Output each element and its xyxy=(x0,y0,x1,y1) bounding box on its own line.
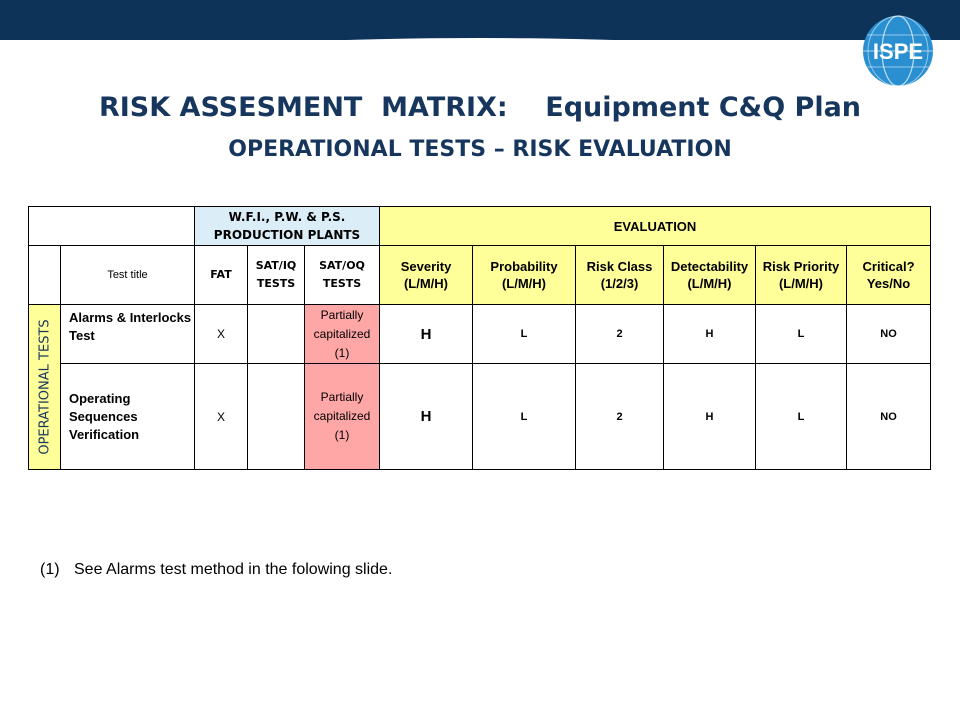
col-header-detectability: Detectability (L/M/H) xyxy=(664,246,756,305)
col-header-risk-class: Risk Class (1/2/3) xyxy=(576,246,664,305)
row-detectability: H xyxy=(664,364,756,470)
row-probability: L xyxy=(473,364,576,470)
risk-matrix-table xyxy=(28,206,931,470)
row-critical: NO xyxy=(847,364,931,470)
row-risk-priority: L xyxy=(756,364,847,470)
row-fat: X xyxy=(195,364,248,470)
row-sat-oq: Partially capitalized (1) xyxy=(305,364,380,470)
row-risk-class: 2 xyxy=(576,364,664,470)
col-header-probability: Probability (L/M/H) xyxy=(473,246,576,305)
row-sat-iq xyxy=(248,364,305,470)
page-title: RISK ASSESMENT MATRIX: Equipment C&Q Plan xyxy=(98,92,862,123)
row-severity: H xyxy=(380,305,473,364)
col-header-risk-priority: Risk Priority (L/M/H) xyxy=(756,246,847,305)
row-severity: H xyxy=(380,364,473,470)
row-sat-oq: Partially capitalized (1) xyxy=(305,305,380,364)
footnote-text: See Alarms test method in the folowing slide. xyxy=(74,561,393,578)
page-subtitle: OPERATIONAL TESTS – RISK EVALUATION xyxy=(228,137,732,162)
row-critical: NO xyxy=(847,305,931,364)
row-detectability: H xyxy=(664,305,756,364)
ispe-logo xyxy=(862,15,934,87)
col-header-critical: Critical? Yes/No xyxy=(847,246,931,305)
col-header-sat-oq: SAT/OQ TESTS xyxy=(305,246,380,305)
row-probability: L xyxy=(473,305,576,364)
row-sat-iq xyxy=(248,305,305,364)
row-test-name: Alarms & Interlocks Test xyxy=(61,305,195,364)
plants-group-header: W.F.I., P.W. & P.S. PRODUCTION PLANTS xyxy=(195,207,380,246)
logo-text: ISPE xyxy=(872,39,924,64)
table-row xyxy=(29,305,931,364)
top-banner xyxy=(0,0,960,40)
blank-header-cell xyxy=(29,207,195,246)
row-risk-priority: L xyxy=(756,305,847,364)
blank-side-header xyxy=(29,246,61,305)
col-header-sat-iq: SAT/IQ TESTS xyxy=(248,246,305,305)
side-label: OPERATIONAL TESTS xyxy=(37,319,52,455)
col-header-fat: FAT xyxy=(195,246,248,305)
col-header-test-title: Test title xyxy=(61,246,195,305)
table-row xyxy=(29,364,931,470)
col-header-severity: Severity (L/M/H) xyxy=(380,246,473,305)
row-fat: X xyxy=(195,305,248,364)
footnote xyxy=(40,561,392,579)
side-label-cell xyxy=(29,305,61,470)
row-risk-class: 2 xyxy=(576,305,664,364)
row-test-name: Operating Sequences Verification xyxy=(61,364,195,470)
banner-curve xyxy=(0,38,960,98)
footnote-number: (1) xyxy=(40,561,60,578)
evaluation-group-header: EVALUATION xyxy=(380,207,931,246)
